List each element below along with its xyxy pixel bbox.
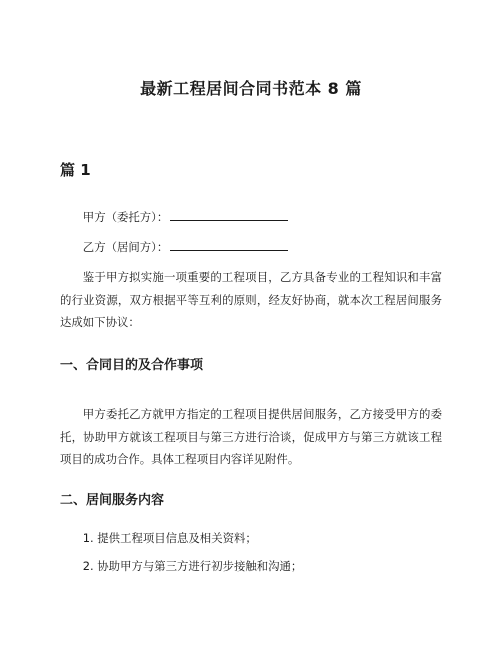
clause2-heading: 二、居间服务内容	[60, 493, 165, 508]
clause1-heading: 一、合同目的及合作事项	[60, 358, 204, 373]
party-a-label: 甲方（委托方）：	[82, 210, 169, 224]
party-b-blank	[170, 240, 288, 251]
party-b-label: 乙方（居间方）：	[82, 240, 169, 254]
party-a-blank	[170, 210, 288, 221]
service-item: 2. 协助甲方与第三方进行初步接触和沟通；	[82, 559, 303, 573]
document-title: 最新工程居间合同书范本 8 篇	[140, 79, 362, 98]
service-item: 1. 提供工程项目信息及相关资料；	[82, 531, 257, 545]
intro-paragraph: 鉴于甲方拟实施一项重要的工程项目，乙方具备专业的工程知识和丰富的行业资源，双方根据平等互利的原则，经友好协商，就本次工程居间服务达成如下协议：	[60, 270, 442, 329]
party-b-line	[60, 236, 288, 259]
party-a-line	[60, 206, 288, 229]
clause1-paragraph: 甲方委托乙方就甲方指定的工程项目提供居间服务，乙方接受甲方的委托，协助甲方就该工程项目与第三方进行洽谈，促成甲方与第三方就该工程项目的成功合作。具体工程项目内容详见附件。	[60, 407, 442, 466]
section-heading: 篇 1	[60, 161, 91, 179]
